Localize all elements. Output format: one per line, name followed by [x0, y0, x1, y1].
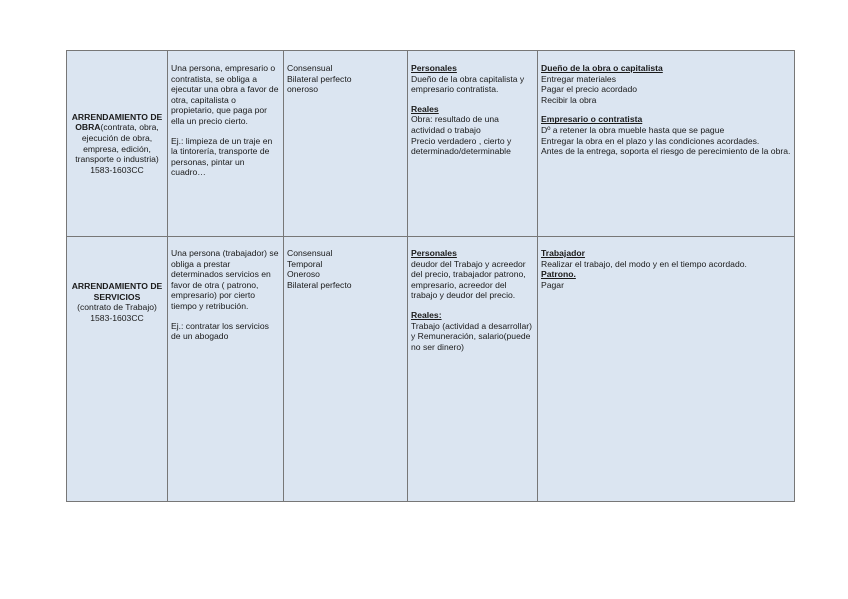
obligation-item: Dº a retener la obra mueble hasta que se pague — [541, 124, 725, 135]
character-item: Bilateral perfecto — [287, 279, 352, 290]
obligation-item: Realizar el trabajo, del modo y en el tiempo acordado. — [541, 258, 747, 269]
obligation-item: Antes de la entrega, soporta el riesgo de perecimiento de la obra. — [541, 146, 791, 157]
obligation-party-heading: Patrono. — [541, 269, 576, 280]
obligations-cell — [538, 237, 795, 502]
definition-text: Una persona (trabajador) se obliga a prestar determinados servicios en favor de otra ( patrono, empresario) por cierto tiempo y retribución. — [171, 248, 279, 311]
obligation-item: Pagar el precio acordado — [541, 84, 638, 95]
table-row — [67, 51, 795, 237]
character-item: Consensual — [287, 248, 333, 258]
definition-cell — [168, 51, 284, 237]
contract-synonyms: (contrata, obra, ejecución de obra, empresa, edición, transporte o industria) — [75, 122, 159, 165]
contract-name-cell — [67, 237, 168, 502]
obligation-item: Entregar la obra en el plazo y las condiciones acordades. — [541, 135, 760, 146]
personal-elements-text: Dueño de la obra capitalista y empresario contratista. — [411, 73, 525, 95]
contract-articles: 1583-1603CC — [90, 312, 144, 323]
definition-text: Una persona, empresario o contratista, se obliga a ejecutar una obra a favor de otra, capitalista o propietario, que paga por ella un precio cierto. — [171, 63, 279, 126]
contracts-table — [66, 50, 795, 502]
personal-elements-heading: Personales — [411, 63, 457, 73]
obligation-item: Recibir la obra — [541, 94, 597, 105]
table-row — [67, 237, 795, 502]
personal-elements-text: deudor del Trabajo y acreedor del precio, trabajador patrono, empresario, acreedor del trabajo y deudor del precio. — [411, 258, 526, 301]
contract-articles: 1583-1603CC — [90, 164, 144, 175]
example-text: Ej.: contratar los servicios de un abogado — [171, 320, 269, 342]
real-elements-text: Trabajo (actividad a desarrollar) y Remuneración, salario(puede no ser dinero) — [411, 320, 533, 352]
obligation-party-heading: Dueño de la obra o capitalista — [541, 63, 663, 73]
characters-cell — [284, 237, 408, 502]
elements-cell — [408, 51, 538, 237]
obligation-item: Entregar materiales — [541, 73, 616, 84]
real-elements-heading: Reales — [411, 103, 439, 114]
real-elements-text: Precio verdadero , cierto y determinado/determinable — [411, 135, 512, 157]
obligations-cell — [538, 51, 795, 237]
obligation-party-heading: Trabajador — [541, 248, 585, 258]
example-text: Ej.: limpieza de un traje en la tintorería, transporte de personas, pintar un cuadro… — [171, 135, 273, 178]
contract-name: ARRENDAMIENTO DE SERVICIOS — [71, 281, 163, 302]
contract-name: ARRENDAMIENTO DE OBRA — [71, 111, 163, 133]
character-item: Temporal — [287, 258, 323, 269]
characters-cell — [284, 51, 408, 237]
contract-name-cell — [67, 51, 168, 237]
real-elements-text: Obra: resultado de una actividad o trabajo — [411, 114, 499, 135]
contract-synonyms: (contrato de Trabajo) — [77, 302, 157, 313]
definition-cell — [168, 237, 284, 502]
character-item: Oneroso — [287, 269, 320, 280]
real-elements-heading: Reales: — [411, 309, 442, 320]
obligation-item: Pagar — [541, 279, 564, 290]
character-item: Consensual — [287, 63, 333, 73]
personal-elements-heading: Personales — [411, 248, 457, 258]
character-item: Bilateral perfecto — [287, 73, 352, 84]
character-item: oneroso — [287, 84, 319, 95]
elements-cell — [408, 237, 538, 502]
obligation-party-heading: Empresario o contratista — [541, 114, 643, 125]
